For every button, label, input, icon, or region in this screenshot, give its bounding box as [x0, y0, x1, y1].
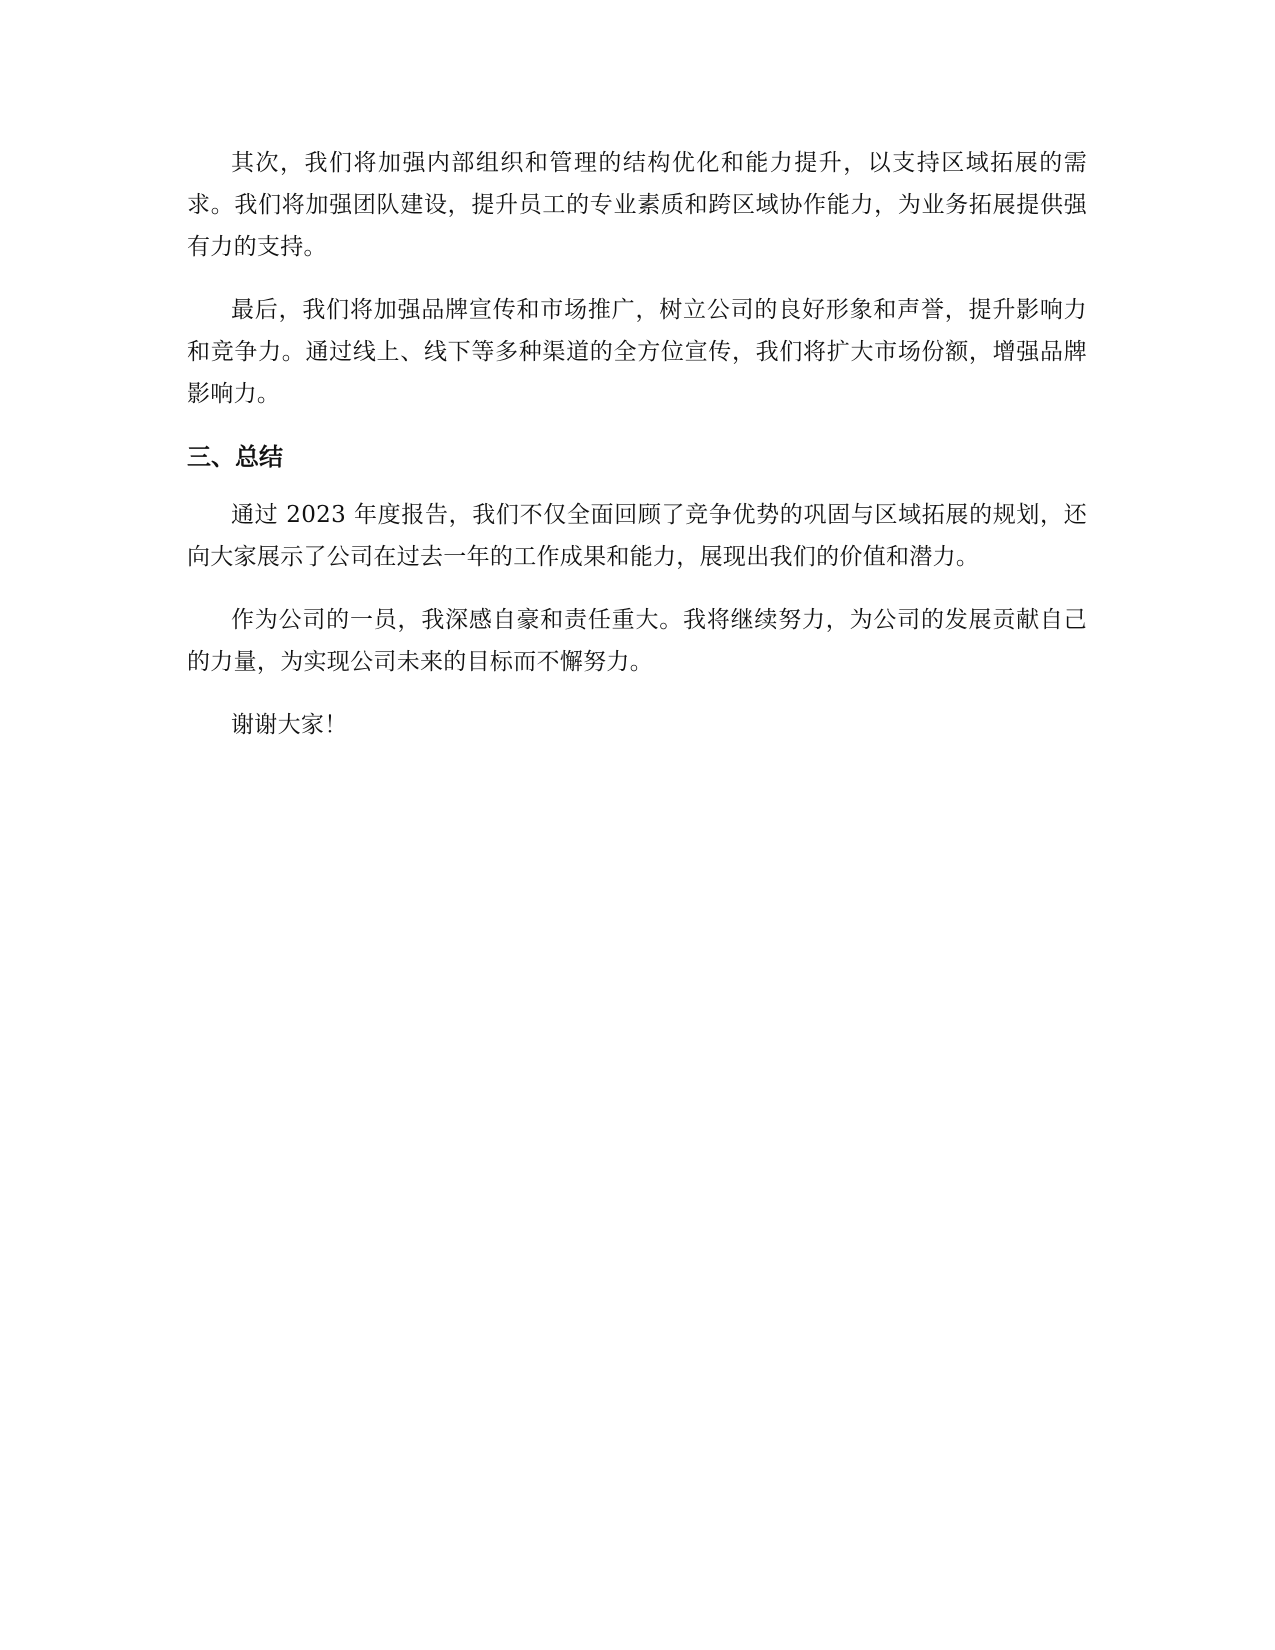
paragraph-thanks: 谢谢大家！	[231, 712, 348, 738]
section-heading-summary: 三、总结	[187, 443, 283, 471]
paragraph-brand-promotion: 最后，我们将加强品牌宣传和市场推广，树立公司的良好形象和声誉，提升影响力和竞争力。通过线上、线下等多种渠道的全方位宣传，我们将扩大市场份额，增强品牌影响力。	[187, 297, 1087, 407]
paragraph-annual-report: 通过 2023 年度报告，我们不仅全面回顾了竞争优势的巩固与区域拓展的规划，还向大家展示了公司在过去一年的工作成果和能力，展现出我们的价值和潜力。	[187, 502, 1087, 570]
paragraph-internal-management: 其次，我们将加强内部组织和管理的结构优化和能力提升，以支持区域拓展的需求。我们将加强团队建设，提升员工的专业素质和跨区域协作能力，为业务拓展提供强有力的支持。	[187, 150, 1087, 260]
document-page	[187, 142, 1087, 767]
paragraph-personal-commitment: 作为公司的一员，我深感自豪和责任重大。我将继续努力，为公司的发展贡献自己的力量，为实现公司未来的目标而不懈努力。	[187, 607, 1087, 675]
